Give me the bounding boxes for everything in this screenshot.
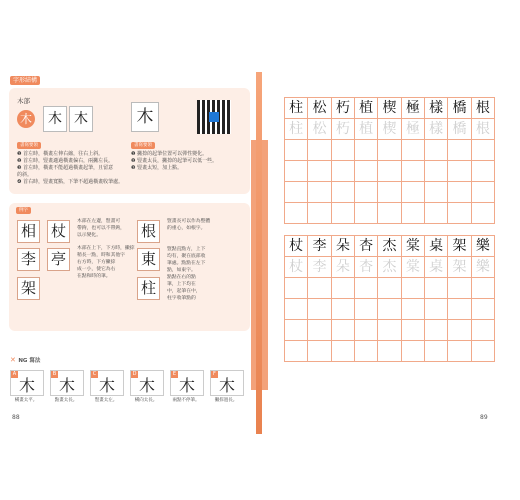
- practice-cell: [378, 140, 401, 161]
- text-line: 木部在左邊，豎畫可: [77, 219, 121, 224]
- practice-cell: [332, 140, 355, 161]
- practice-cell: [472, 182, 495, 203]
- practice-cell: [472, 320, 495, 341]
- model-char: 架: [448, 236, 471, 257]
- practice-cell: [448, 203, 471, 224]
- practice-cell: [285, 341, 308, 362]
- practice-cell: [378, 341, 401, 362]
- tip-line: 的斜。: [17, 172, 33, 178]
- practice-grid-bottom: [284, 235, 495, 362]
- practice-cell: [355, 140, 378, 161]
- ng-example: [210, 370, 244, 396]
- practice-cell: [378, 278, 401, 299]
- ng-caption: 撇捺過長。: [214, 398, 238, 403]
- examples-text-right: [167, 218, 245, 302]
- trace-char: 橋: [448, 119, 471, 140]
- tip-line: ❹ 首右時，豎畫寬點，下筆不超過橫畫收筆處。: [17, 179, 124, 185]
- ng-letter: C: [92, 371, 97, 377]
- model-char: 樣: [425, 98, 448, 119]
- text-line: 豎點直點方，上下: [167, 247, 206, 252]
- practice-cell: [425, 140, 448, 161]
- trace-char: 杰: [378, 257, 401, 278]
- ng-char: 木: [59, 376, 76, 395]
- radical-title: 木部: [17, 97, 30, 105]
- practice-cell: [378, 161, 401, 182]
- text-line: 點，如東字。: [167, 268, 196, 273]
- model-char: 樂: [472, 236, 495, 257]
- trace-char: 杏: [355, 257, 378, 278]
- practice-cell: [402, 140, 425, 161]
- text-line: 柱字收筆點的: [167, 296, 196, 301]
- x-icon: ✕: [10, 356, 16, 364]
- ng-letter: B: [52, 371, 57, 377]
- trace-char: 根: [472, 119, 495, 140]
- practice-cell: [332, 182, 355, 203]
- practice-cell: [378, 320, 401, 341]
- model-char: 橋: [448, 98, 471, 119]
- example-char: 東: [137, 248, 160, 271]
- example-char: 亭: [47, 248, 70, 271]
- page-number-right: 89: [480, 414, 488, 421]
- ng-char: 木: [219, 376, 236, 395]
- practice-cell: [472, 161, 495, 182]
- ng-letter: F: [211, 371, 218, 378]
- trace-char: 架: [448, 257, 471, 278]
- practice-cell: [425, 278, 448, 299]
- practice-cell: [285, 278, 308, 299]
- text-line: 成一小，使它為右: [77, 267, 116, 272]
- practice-grid-top: [284, 97, 495, 224]
- trace-char: 柱: [285, 119, 308, 140]
- model-char: 杏: [355, 236, 378, 257]
- practice-cell: [285, 182, 308, 203]
- practice-cell: [355, 182, 378, 203]
- right-side-tab: [262, 140, 268, 390]
- practice-cell: [308, 140, 331, 161]
- practice-cell: [285, 299, 308, 320]
- practice-cell: [378, 299, 401, 320]
- ng-char: 木: [139, 376, 156, 395]
- ng-example: [50, 370, 84, 396]
- example-char: 柱: [137, 277, 160, 300]
- practice-cell: [308, 320, 331, 341]
- trace-char: 楔: [378, 119, 401, 140]
- ng-example: [90, 370, 124, 396]
- ng-letter: D: [132, 371, 137, 377]
- text-line: 筆處。點點在左下: [167, 261, 206, 266]
- example-char: 相: [17, 220, 40, 243]
- practice-cell: [308, 341, 331, 362]
- practice-cell: [355, 203, 378, 224]
- radical-panel: [9, 88, 250, 194]
- ng-caption: 橫向太長。: [134, 398, 158, 403]
- practice-cell: [425, 299, 448, 320]
- practice-cell: [378, 182, 401, 203]
- ng-caption: 橫畫太平。: [14, 398, 38, 403]
- trace-char: 極: [402, 119, 425, 140]
- tips-right: [131, 151, 243, 172]
- practice-cell: [402, 341, 425, 362]
- page-number-left: 88: [12, 414, 20, 421]
- practice-cell: [355, 341, 378, 362]
- practice-cell: [472, 341, 495, 362]
- practice-cell: [308, 161, 331, 182]
- model-char: 杖: [285, 236, 308, 257]
- tip-line: ❷ 首左時，豎畫適過橫畫偏右，兩撇左長。: [17, 158, 114, 164]
- practice-cell: [285, 140, 308, 161]
- practice-cell: [285, 161, 308, 182]
- text-line: 的重心，如根字。: [167, 226, 206, 231]
- practice-cell: [285, 203, 308, 224]
- practice-cell: [425, 320, 448, 341]
- radical-form-1: 木: [43, 106, 67, 132]
- tip-line: ❸ 豎畫太短，加上點。: [131, 165, 183, 171]
- practice-cell: [448, 278, 471, 299]
- trace-char: 植: [355, 119, 378, 140]
- examples-panel: [9, 203, 250, 331]
- practice-cell: [308, 182, 331, 203]
- ng-caption: 兩點不停筆。: [172, 398, 200, 403]
- ng-title: [10, 356, 40, 364]
- ng-caption: 點畫太長。: [54, 398, 78, 403]
- tips-tag-right: 書寫要領: [131, 142, 155, 149]
- model-char: 松: [308, 98, 331, 119]
- ng-char: 木: [99, 376, 116, 395]
- practice-cell: [448, 161, 471, 182]
- model-char: 杰: [378, 236, 401, 257]
- model-char: 朽: [332, 98, 355, 119]
- trace-char: 松: [308, 119, 331, 140]
- example-char: 根: [137, 220, 160, 243]
- practice-cell: [472, 278, 495, 299]
- trace-char: 李: [308, 257, 331, 278]
- example-char: 架: [17, 277, 40, 300]
- model-char: 楔: [378, 98, 401, 119]
- practice-cell: [332, 278, 355, 299]
- practice-cell: [378, 203, 401, 224]
- practice-cell: [425, 161, 448, 182]
- qr-code[interactable]: [197, 100, 231, 134]
- practice-cell: [332, 203, 355, 224]
- trace-char: 樣: [425, 119, 448, 140]
- practice-cell: [355, 299, 378, 320]
- practice-cell: [472, 299, 495, 320]
- practice-cell: [332, 299, 355, 320]
- model-char: 柱: [285, 98, 308, 119]
- header-tag: 字形結構: [10, 76, 40, 85]
- tip-line: ❶ 撇捺的起筆位置可以彈性變化。: [131, 151, 208, 157]
- text-line: 在點和時的筆。: [77, 274, 111, 279]
- text-line: 筆，上下均在: [167, 282, 196, 287]
- text-line: 豎畫長可以作為整體: [167, 219, 211, 224]
- practice-cell: [472, 203, 495, 224]
- ng-example: [170, 370, 204, 396]
- example-char: 杖: [47, 220, 70, 243]
- practice-cell: [285, 320, 308, 341]
- ng-letter: A: [12, 371, 17, 377]
- example-char: 李: [17, 248, 40, 271]
- practice-cell: [332, 161, 355, 182]
- practice-cell: [402, 320, 425, 341]
- text-line: 木部在上下，下方時，撇捺: [77, 246, 135, 251]
- text-line: 點點在右的點: [167, 275, 196, 280]
- ng-char: 木: [179, 376, 196, 395]
- ng-caption: 豎畫太左。: [94, 398, 118, 403]
- practice-cell: [332, 341, 355, 362]
- model-char: 桌: [425, 236, 448, 257]
- practice-cell: [355, 320, 378, 341]
- model-char: 朵: [332, 236, 355, 257]
- practice-cell: [448, 140, 471, 161]
- practice-cell: [308, 299, 331, 320]
- trace-char: 朽: [332, 119, 355, 140]
- radical-form-large: 木: [131, 102, 159, 132]
- practice-cell: [448, 341, 471, 362]
- trace-char: 桌: [425, 257, 448, 278]
- practice-cell: [308, 278, 331, 299]
- practice-cell: [448, 320, 471, 341]
- text-line: 帶鉤，也可以不帶鉤，: [77, 226, 125, 231]
- practice-cell: [402, 161, 425, 182]
- text-line: 稍長一點，時和其他字: [77, 253, 125, 258]
- practice-cell: [425, 203, 448, 224]
- trace-char: 杖: [285, 257, 308, 278]
- model-char: 李: [308, 236, 331, 257]
- model-char: 根: [472, 98, 495, 119]
- examples-tag: 例字: [16, 207, 31, 214]
- qr-center-logo: [209, 112, 219, 122]
- examples-text-left: [77, 218, 135, 280]
- radical-badge: 木: [17, 110, 35, 128]
- practice-cell: [448, 299, 471, 320]
- practice-cell: [402, 278, 425, 299]
- practice-cell: [355, 161, 378, 182]
- practice-cell: [448, 182, 471, 203]
- model-char: 棠: [402, 236, 425, 257]
- text-line: 以示變化。: [77, 233, 101, 238]
- practice-cell: [425, 341, 448, 362]
- tip-line: ❶ 首左時，橫畫左伸右縮，往右上斜。: [17, 151, 104, 157]
- tip-line: ❸ 首左時，橫畫不能超過橫畫起筆，且留意: [17, 165, 114, 171]
- trace-char: 朵: [332, 257, 355, 278]
- ng-letter: E: [172, 371, 177, 377]
- trace-char: 樂: [472, 257, 495, 278]
- ng-title-text: NG 寫法: [18, 358, 41, 364]
- model-char: 植: [355, 98, 378, 119]
- model-char: 極: [402, 98, 425, 119]
- practice-cell: [425, 182, 448, 203]
- tip-line: ❷ 豎畫太長，撇捺的起筆可以低一些。: [131, 158, 218, 164]
- tips-tag-left: 書寫要領: [17, 142, 41, 149]
- trace-char: 棠: [402, 257, 425, 278]
- practice-cell: [332, 320, 355, 341]
- text-line: 中，起筆在中，: [167, 289, 201, 294]
- radical-form-2: 木: [69, 106, 93, 132]
- text-line: 均有，聚在底部收: [167, 254, 206, 259]
- ng-char: 木: [19, 376, 36, 395]
- text-line: 右方時，下方撇捺: [77, 260, 116, 265]
- ng-example: [130, 370, 164, 396]
- practice-cell: [472, 140, 495, 161]
- practice-cell: [402, 203, 425, 224]
- tips-left: [17, 151, 127, 186]
- practice-cell: [402, 299, 425, 320]
- practice-cell: [402, 182, 425, 203]
- ng-example: [10, 370, 44, 396]
- practice-cell: [308, 203, 331, 224]
- practice-cell: [355, 278, 378, 299]
